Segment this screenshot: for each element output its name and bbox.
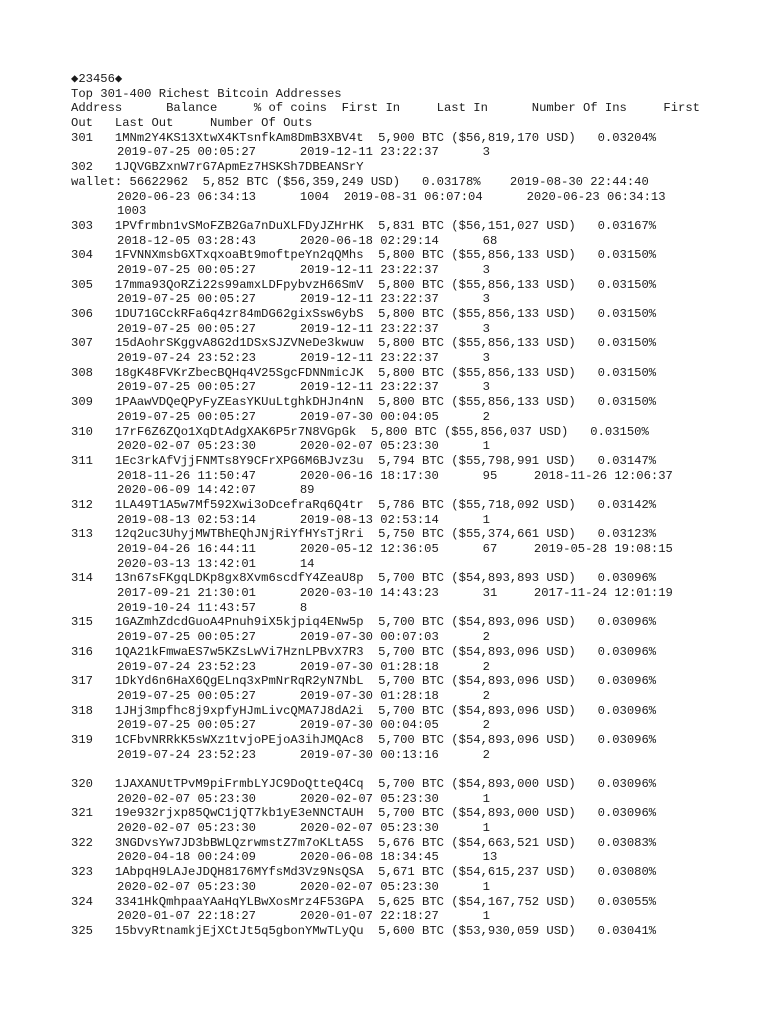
address-detail-line: 2018-11-26 11:50:47 2020-06-16 18:17:30 95 2018-11-26 12:06:37 [117,468,673,483]
address-line: 315 1GAZmhZdcdGuoA4Pnuh9iX5kjpiq4ENw5p 5,700 BTC ($54,893,096 USD) 0.03096% [71,615,657,630]
address-entry [71,836,761,865]
address-detail-line: 2019-07-25 00:05:27 2019-12-11 23:22:37 3 [117,380,490,395]
address-detail-line: 2019-08-13 02:53:14 2019-08-13 02:53:14 1 [117,512,490,527]
address-entry [71,777,761,806]
address-entry [71,571,761,615]
address-detail-line: 2019-07-24 23:52:23 2019-07-30 00:13:16 2 [117,747,490,762]
address-line: 310 17rF6Z6ZQo1XqDtAdgXAK6P5r7N8VGpGk 5,800 BTC ($55,856,037 USD) 0.03150% [71,424,649,439]
address-entry [71,924,761,939]
address-entry [71,615,761,644]
address-entry [71,395,761,424]
address-entry [71,674,761,703]
address-line: 306 1DU71GCckRFa6q4zr84mDG62gixSsw6ybS 5,800 BTC ($55,856,133 USD) 0.03150% [71,307,657,321]
address-detail-line: 2019-07-25 00:05:27 2019-12-11 23:22:37 3 [117,321,490,336]
address-line: 318 1JHj3mpfhc8j9xpfyHJmLivcQMA7J8dA2i 5,700 BTC ($54,893,096 USD) 0.03096% [71,703,657,718]
address-detail-line: 2020-06-09 14:42:07 89 [117,483,315,498]
address-entry [71,278,761,307]
address-line: 316 1QA21kFmwaES7w5KZsLwVi7HznLPBvX7R3 5,700 BTC ($54,893,096 USD) 0.03096% [71,644,657,659]
address-detail-line: 2020-06-23 06:34:13 1004 2019-08-31 06:07:04 2020-06-23 06:34:13 [117,189,666,204]
address-entry [71,865,761,894]
address-entry [71,425,761,454]
address-entry [71,248,761,277]
address-line: 317 1DkYd6n6HaX6QgELnq3xPmNrRqR2yN7NbL 5,700 BTC ($54,893,096 USD) 0.03096% [71,674,657,689]
address-entry [71,160,761,219]
address-line: 303 1PVfrmbn1vSMoFZB2Ga7nDuXLFDyJZHrHK 5,831 BTC ($56,151,027 USD) 0.03167% [71,218,657,233]
column-headers-continued: Out Last Out Number Of Outs [71,116,313,131]
address-entry [71,454,761,498]
address-entry [71,366,761,395]
address-line: 319 1CFbvNRRkK5sWXz1tvjoPEjoA3ihJMQAc8 5,700 BTC ($54,893,096 USD) 0.03096% [71,732,657,747]
address-line: 311 1Ec3rkAfVjjFNMTs8Y9CFrXPG6M6BJvz3u 5,794 BTC ($55,798,991 USD) 0.03147% [71,453,657,468]
address-entry [71,645,761,674]
address-detail-line: wallet: 56622962 5,852 BTC ($56,359,249 USD) 0.03178% 2019-08-30 22:44:40 [71,174,649,189]
address-detail-line: 2018-12-05 03:28:43 2020-06-18 02:29:14 68 [117,233,498,248]
address-line: 308 18gK48FVKrZbecBQHq4V25SgcFDNNmicJK 5,800 BTC ($55,856,133 USD) 0.03150% [71,365,657,380]
address-detail-line: 2019-07-24 23:52:23 2019-07-30 01:28:18 2 [117,659,490,674]
address-line: 322 3NGDvsYw7JD3bBWLQzrwmstZ7m7oKLtA5S 5,676 BTC ($54,663,521 USD) 0.03083% [71,835,657,850]
address-detail-line: 1003 [117,204,147,219]
address-detail-line: 2020-04-18 00:24:09 2020-06-08 18:34:45 13 [117,850,498,865]
address-entry [71,704,761,733]
document-title: Top 301-400 Richest Bitcoin Addresses [71,86,342,101]
address-entry [71,527,761,571]
page-marker: ◆23456◆ [71,72,123,86]
address-entry [71,336,761,365]
address-detail-line: 2020-02-07 05:23:30 2020-02-07 05:23:30 1 [117,821,490,836]
address-detail-line: 2020-02-07 05:23:30 2020-02-07 05:23:30 1 [117,439,490,454]
address-entry [71,806,761,835]
address-detail-line: 2019-10-24 11:43:57 8 [117,600,308,615]
address-detail-line: 2020-01-07 22:18:27 2020-01-07 22:18:27 1 [117,909,490,924]
address-detail-line: 2019-07-25 00:05:27 2019-07-30 00:04:05 2 [117,409,490,424]
address-detail-line: 2019-07-25 00:05:27 2019-12-11 23:22:37 3 [117,262,490,277]
address-line: 312 1LA49T1A5w7Mf592Xwi3oDcefraRq6Q4tr 5,786 BTC ($55,718,092 USD) 0.03142% [71,497,657,512]
address-line: 301 1MNm2Y4KS13XtwX4KTsnfkAm8DmB3XBV4t 5,900 BTC ($56,819,170 USD) 0.03204% [71,130,657,145]
address-detail-line: 2019-07-24 23:52:23 2019-12-11 23:22:37 3 [117,351,490,366]
address-detail-line: 2019-07-25 00:05:27 2019-07-30 01:28:18 2 [117,688,490,703]
address-entry [71,131,761,160]
address-line: 324 3341HkQmhpaaYAaHqYLBwXosMrz4F53GPA 5,625 BTC ($54,167,752 USD) 0.03055% [71,894,657,909]
address-detail-line: 2020-02-07 05:23:30 2020-02-07 05:23:30 1 [117,791,490,806]
address-line: 325 15bvyRtnamkjEjXCtJt5q5gbonYMwTLyQu 5,600 BTC ($53,930,059 USD) 0.03041% [71,923,657,938]
address-detail-line: 2020-02-07 05:23:30 2020-02-07 05:23:30 1 [117,879,490,894]
address-list [71,131,761,939]
address-detail-line: 2019-07-25 00:05:27 2019-12-11 23:22:37 3 [117,292,490,307]
document-text [71,72,761,939]
address-entry [71,219,761,248]
address-line: 323 1AbpqH9LAJeJDQH8176MYfsMd3Vz9NsQSA 5,671 BTC ($54,615,237 USD) 0.03080% [71,865,657,880]
blank-line [71,762,761,777]
address-detail-line: 2020-03-13 13:42:01 14 [117,556,315,571]
address-line: 307 15dAohrSKggvA8G2d1DSxSJZVNeDe3kwuw 5,800 BTC ($55,856,133 USD) 0.03150% [71,336,657,351]
address-detail-line: 2019-04-26 16:44:11 2020-05-12 12:36:05 67 2019-05-28 19:08:15 [117,542,673,556]
address-line: 321 19e932rjxp85QwC1jQT7kb1yE3eNNCTAUH 5,700 BTC ($54,893,000 USD) 0.03096% [71,806,657,821]
column-headers: Address Balance % of coins First In Last In Number Of Ins First [71,101,700,116]
address-line: 309 1PAawVDQeQPyFyZEasYKUuLtghkDHJn4nN 5,800 BTC ($55,856,133 USD) 0.03150% [71,395,657,410]
address-line: 313 12q2uc3UhyjMWTBhEQhJNjRiYfHYsTjRri 5,750 BTC ($55,374,661 USD) 0.03123% [71,527,657,542]
address-line: 302 1JQVGBZxnW7rG7ApmEz7HSKSh7DBEANSrY [71,160,364,175]
address-entry [71,733,761,762]
address-entry [71,498,761,527]
address-detail-line: 2019-07-25 00:05:27 2019-12-11 23:22:37 3 [117,145,490,160]
address-line: 314 13n67sFKgqLDKp8gx8Xvm6scdfY4ZeaU8p 5,700 BTC ($54,893,893 USD) 0.03096% [71,571,657,586]
address-detail-line: 2019-07-25 00:05:27 2019-07-30 00:04:05 2 [117,718,490,733]
address-line: 320 1JAXANUtTPvM9piFrmbLYJC9DoQtteQ4Cq 5,700 BTC ($54,893,000 USD) 0.03096% [71,777,657,791]
address-entry [71,307,761,336]
address-line: 304 1FVNNXmsbGXTxqxoaBt9moftpeYn2qQMhs 5,800 BTC ($55,856,133 USD) 0.03150% [71,248,657,263]
address-entry [71,895,761,924]
address-detail-line: 2017-09-21 21:30:01 2020-03-10 14:43:23 31 2017-11-24 12:01:19 [117,586,673,601]
address-line: 305 17mma93QoRZi22s99amxLDFpybvzH66SmV 5,800 BTC ($55,856,133 USD) 0.03150% [71,277,657,292]
address-detail-line: 2019-07-25 00:05:27 2019-07-30 00:07:03 2 [117,630,490,645]
